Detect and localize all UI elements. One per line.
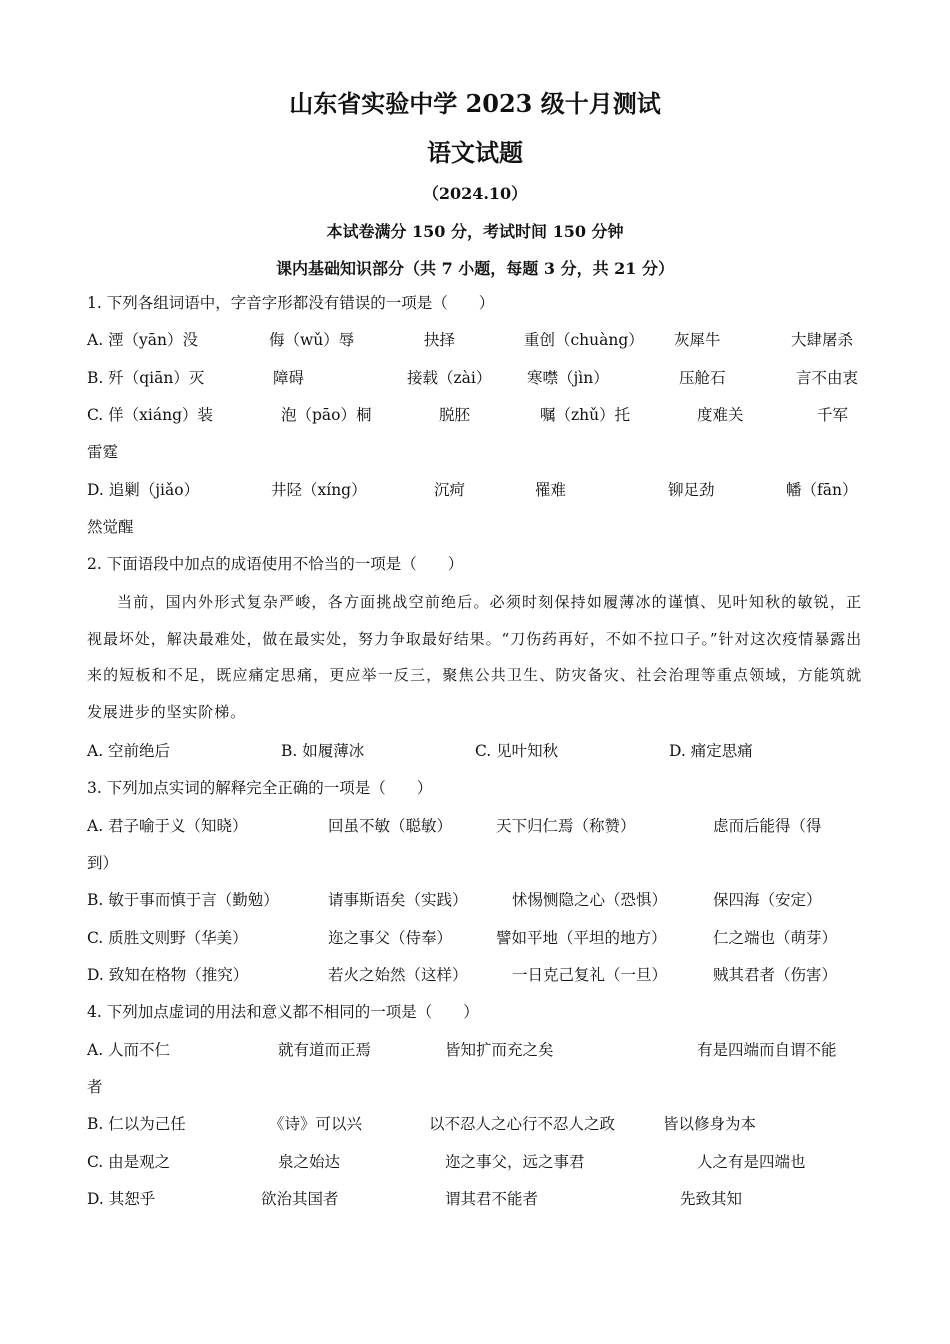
option-item: 天下归仁焉（称赞）	[496, 817, 636, 835]
option-item: 就有道而正焉	[278, 1041, 372, 1059]
option-item: D. 其恕乎	[87, 1190, 156, 1208]
option-item: 人之有是四端也	[697, 1153, 806, 1171]
option-item: C. 佯（xiáng）装	[87, 406, 214, 424]
option-item: B. 如履薄冰	[281, 742, 365, 760]
option-item: 仁之端也（萌芽）	[713, 929, 838, 947]
exam-info: 本试卷满分 150 分，考试时间 150 分钟	[326, 222, 624, 241]
option-item: 泡（pāo）桐	[281, 406, 372, 424]
option-item: 言不由衷	[796, 369, 859, 387]
option-item: 欲治其国者	[261, 1190, 339, 1208]
option-item: C. 质胜文则野（华美）	[87, 929, 248, 947]
option-item: 《诗》可以兴	[269, 1115, 363, 1133]
option-item: B. 敏于事而慎于言（勤勉）	[87, 891, 279, 909]
option-item: B. 仁以为己任	[87, 1115, 186, 1133]
option-item: 皆知扩而充之矣	[445, 1041, 554, 1059]
question-3-option-b	[87, 888, 877, 912]
option-item: 罹难	[535, 481, 567, 499]
question-1-option-c-wrap: 雷霆	[87, 443, 119, 461]
option-item: 谓其君不能者	[445, 1190, 539, 1208]
option-item: 侮（wǔ）辱	[269, 331, 355, 349]
option-item: C. 见叶知秋	[475, 742, 559, 760]
option-item: A. 人而不仁	[87, 1041, 171, 1059]
option-item: A. 湮（yān）没	[87, 331, 199, 349]
option-item: 沉疴	[434, 481, 466, 499]
option-item: 幡（fān）	[786, 481, 858, 499]
option-item: 度难关	[697, 406, 744, 424]
question-4-stem: 4. 下列加点虚词的用法和意义都不相同的一项是（ ）	[87, 1003, 479, 1021]
option-item: 迩之事父（侍奉）	[328, 929, 453, 947]
option-item: 铆足劲	[668, 481, 715, 499]
question-4-option-c	[87, 1150, 877, 1174]
option-item: 譬如平地（平坦的地方）	[496, 929, 667, 947]
question-3-option-a	[87, 814, 877, 838]
question-1-stem: 1. 下列各组词语中，字音字形都没有错误的一项是（ ）	[87, 294, 495, 312]
question-3-option-d	[87, 963, 877, 987]
question-1-option-d-wrap: 然觉醒	[87, 518, 134, 536]
question-2-options	[87, 739, 877, 763]
option-item: 接载（zài）	[407, 369, 492, 387]
option-item: C. 由是观之	[87, 1153, 171, 1171]
question-4-option-a	[87, 1038, 877, 1062]
option-item: 以不忍人之心行不忍人之政	[429, 1115, 616, 1133]
option-item: 请事斯语矣（实践）	[328, 891, 468, 909]
section-heading: 课内基础知识部分（共 7 小题，每题 3 分，共 21 分）	[276, 259, 674, 278]
option-item: 有是四端而自谓不能	[697, 1041, 837, 1059]
option-item: 重创（chuàng）	[524, 331, 644, 349]
option-item: A. 空前绝后	[87, 742, 171, 760]
option-item: D. 痛定思痛	[669, 742, 753, 760]
option-item: 若火之始然（这样）	[328, 966, 468, 984]
question-4-option-d	[87, 1187, 877, 1211]
option-item: 嘱（zhǔ）托	[540, 406, 631, 424]
question-4-option-b	[87, 1112, 877, 1136]
question-4-option-a-wrap: 者	[87, 1078, 103, 1096]
question-3-option-c	[87, 926, 877, 950]
option-item: D. 致知在格物（推究）	[87, 966, 249, 984]
option-item: 灰犀牛	[674, 331, 721, 349]
option-item: 一日克己复礼（一旦）	[512, 966, 668, 984]
question-1-option-a	[87, 328, 877, 352]
option-item: 井陉（xíng）	[271, 481, 367, 499]
exam-title: 山东省实验中学 2023 级十月测试	[289, 89, 661, 118]
option-item: 抉择	[424, 331, 456, 349]
option-item: 皆以修身为本	[663, 1115, 757, 1133]
question-2-stem: 2. 下面语段中加点的成语使用不恰当的一项是（ ）	[87, 555, 464, 573]
question-2-passage: 当前，国内外形式复杂严峻，各方面挑战空前绝后。必须时刻保持如履薄冰的谨慎、见叶知秋的敏锐，正视最坏处，解决最难处，做在最实处，努力争取最好结果。“刀伤药再好，不如不拉口子。”针对这次疫情暴露出来的短板和不足，既应痛定思痛，更应举一反三，聚焦公共卫生、防灾备灾、社会治理等重点领域，方能筑就发展进步的坚实阶梯。	[87, 593, 862, 721]
question-3-option-a-wrap: 到）	[87, 854, 119, 872]
option-item: 大肆屠杀	[791, 331, 854, 349]
option-item: D. 追剿（jiǎo）	[87, 481, 200, 499]
question-1-option-b	[87, 366, 877, 390]
option-item: 回虽不敏（聪敏）	[328, 817, 453, 835]
option-item: 障碍	[273, 369, 305, 387]
question-1-option-c	[87, 403, 877, 427]
option-item: 虑而后能得（得	[713, 817, 822, 835]
option-item: 泉之始达	[278, 1153, 341, 1171]
exam-subtitle: 语文试题	[427, 138, 523, 167]
option-item: 怵惕恻隐之心（恐惧）	[512, 891, 668, 909]
option-item: 保四海（安定）	[713, 891, 822, 909]
question-1-option-d	[87, 478, 877, 502]
option-item: 贼其君者（伤害）	[713, 966, 838, 984]
question-3-stem: 3. 下列加点实词的解释完全正确的一项是（ ）	[87, 779, 433, 797]
option-item: 千军	[817, 406, 849, 424]
option-item: 先致其知	[680, 1190, 743, 1208]
option-item: 寒噤（jìn）	[527, 369, 609, 387]
option-item: A. 君子喻于义（知晓）	[87, 817, 248, 835]
option-item: 压舱石	[679, 369, 726, 387]
option-item: 迩之事父，远之事君	[445, 1153, 585, 1171]
exam-date: （2024.10）	[422, 184, 528, 203]
option-item: 脱胚	[439, 406, 471, 424]
option-item: B. 歼（qiān）灭	[87, 369, 205, 387]
